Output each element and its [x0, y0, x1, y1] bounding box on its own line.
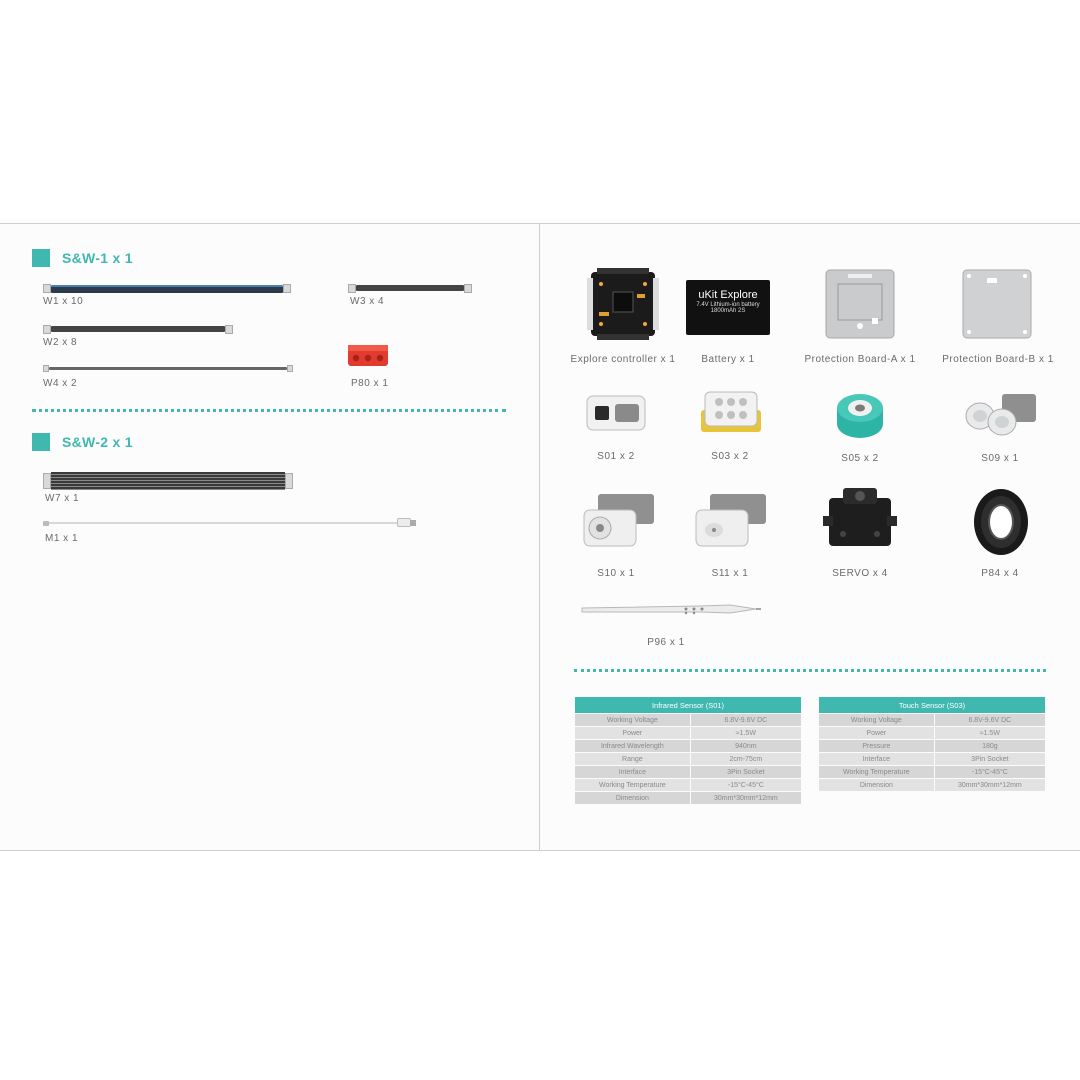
spec-key: Interface	[575, 766, 690, 778]
tire-icon	[971, 487, 1031, 557]
cable-w7-image	[43, 471, 293, 491]
cable-w3-image	[348, 284, 472, 293]
touch-sensor-icon	[697, 388, 765, 436]
table-row	[819, 714, 1045, 726]
part-label: S11 x 1	[711, 568, 749, 579]
table-row	[575, 779, 801, 791]
table-row	[819, 740, 1045, 752]
spec-value: 940nm	[691, 740, 801, 752]
protection-board-a-icon	[824, 268, 896, 340]
spec-table-touch	[818, 696, 1046, 792]
sensor-s10-icon	[580, 490, 656, 550]
spec-value: 3Pin Socket	[691, 766, 801, 778]
sensor-s05-icon	[835, 390, 885, 442]
p80-label: P80 x 1	[351, 378, 389, 389]
section-title-sw1: S&W-1 x 1	[62, 250, 133, 266]
table-row	[575, 727, 801, 739]
part-label: S03 x 2	[711, 451, 749, 462]
spec-key: Working Voltage	[819, 714, 934, 726]
infrared-sensor-icon	[583, 390, 649, 434]
section-marker-icon	[32, 249, 50, 267]
part-label: SERVO x 4	[832, 568, 888, 579]
spec-key: Interface	[819, 753, 934, 765]
sensor-s11-icon	[692, 490, 768, 550]
section-marker-icon	[32, 433, 50, 451]
spec-key: Working Temperature	[819, 766, 934, 778]
table-row	[819, 779, 1045, 791]
spec-value: 2cm-75cm	[691, 753, 801, 765]
part-label: Protection Board-A x 1	[804, 354, 916, 365]
p80-connector-icon	[347, 342, 391, 368]
part-label: P84 x 4	[981, 568, 1019, 579]
spec-table-infrared	[574, 696, 802, 805]
spec-value: 180g	[935, 740, 1045, 752]
spec-value: 6.8V-9.6V DC	[691, 714, 801, 726]
cable-w3-label: W3 x 4	[350, 296, 385, 307]
table-row	[819, 753, 1045, 765]
part-label: Protection Board-B x 1	[942, 354, 1054, 365]
section-title-sw2: S&W-2 x 1	[62, 434, 133, 450]
table-row	[575, 714, 801, 726]
servo-icon	[823, 486, 897, 554]
cable-m1-label: M1 x 1	[45, 533, 79, 544]
part-label: S01 x 2	[597, 451, 635, 462]
part-label: P96 x 1	[647, 637, 685, 648]
spec-value: -15°C-45°C	[935, 766, 1045, 778]
spec-table-title: Touch Sensor (S03)	[819, 697, 1045, 713]
ultrasonic-sensor-icon	[962, 388, 1038, 440]
spec-value: 30mm*30mm*12mm	[691, 792, 801, 804]
table-row	[575, 753, 801, 765]
screwdriver-icon	[580, 602, 762, 618]
spec-key: Working Voltage	[575, 714, 690, 726]
spec-key: Dimension	[575, 792, 690, 804]
section-divider	[574, 669, 1046, 672]
battery-spec: 7.4V Lithium-ion battery	[696, 302, 760, 308]
spec-value: 3Pin Socket	[935, 753, 1045, 765]
cable-w1-image	[43, 284, 291, 293]
part-label: S10 x 1	[597, 568, 635, 579]
spec-key: Infrared Wavelength	[575, 740, 690, 752]
table-row	[819, 727, 1045, 739]
cable-w1-label: W1 x 10	[43, 296, 84, 307]
spec-key: Power	[575, 727, 690, 739]
left-page	[0, 223, 539, 851]
spec-key: Working Temperature	[575, 779, 690, 791]
spec-key: Power	[819, 727, 934, 739]
table-row	[575, 766, 801, 778]
spec-value: -15°C-45°C	[691, 779, 801, 791]
cable-w4-label: W4 x 2	[43, 378, 78, 389]
spec-table-title: Infrared Sensor (S01)	[575, 697, 801, 713]
cable-w2-label: W2 x 8	[43, 337, 78, 348]
part-label: S05 x 2	[841, 453, 879, 464]
part-label: Explore controller x 1	[570, 354, 676, 365]
spec-key: Pressure	[819, 740, 934, 752]
table-row	[575, 792, 801, 804]
spec-value: 30mm*30mm*12mm	[935, 779, 1045, 791]
controller-board-icon	[587, 268, 659, 340]
cable-w4-image	[43, 365, 293, 372]
spec-value: ≈1.5W	[935, 727, 1045, 739]
usb-cable-m1-icon	[43, 517, 418, 529]
part-label: S09 x 1	[981, 453, 1019, 464]
spec-key: Range	[575, 753, 690, 765]
cable-w7-label: W7 x 1	[45, 493, 80, 504]
spec-key: Dimension	[819, 779, 934, 791]
battery-capacity: 1800mAh 2S	[710, 308, 746, 314]
spec-value: 6.8V-9.6V DC	[935, 714, 1045, 726]
battery-brand: uKit Explore	[698, 289, 758, 301]
section-divider	[32, 409, 506, 412]
protection-board-b-icon	[961, 268, 1033, 340]
cable-w2-image	[43, 325, 233, 334]
part-label: Battery x 1	[701, 354, 755, 365]
battery-icon	[686, 280, 770, 335]
right-page	[539, 223, 1080, 851]
table-row	[819, 766, 1045, 778]
table-row	[575, 740, 801, 752]
spec-value: ≈1.5W	[691, 727, 801, 739]
